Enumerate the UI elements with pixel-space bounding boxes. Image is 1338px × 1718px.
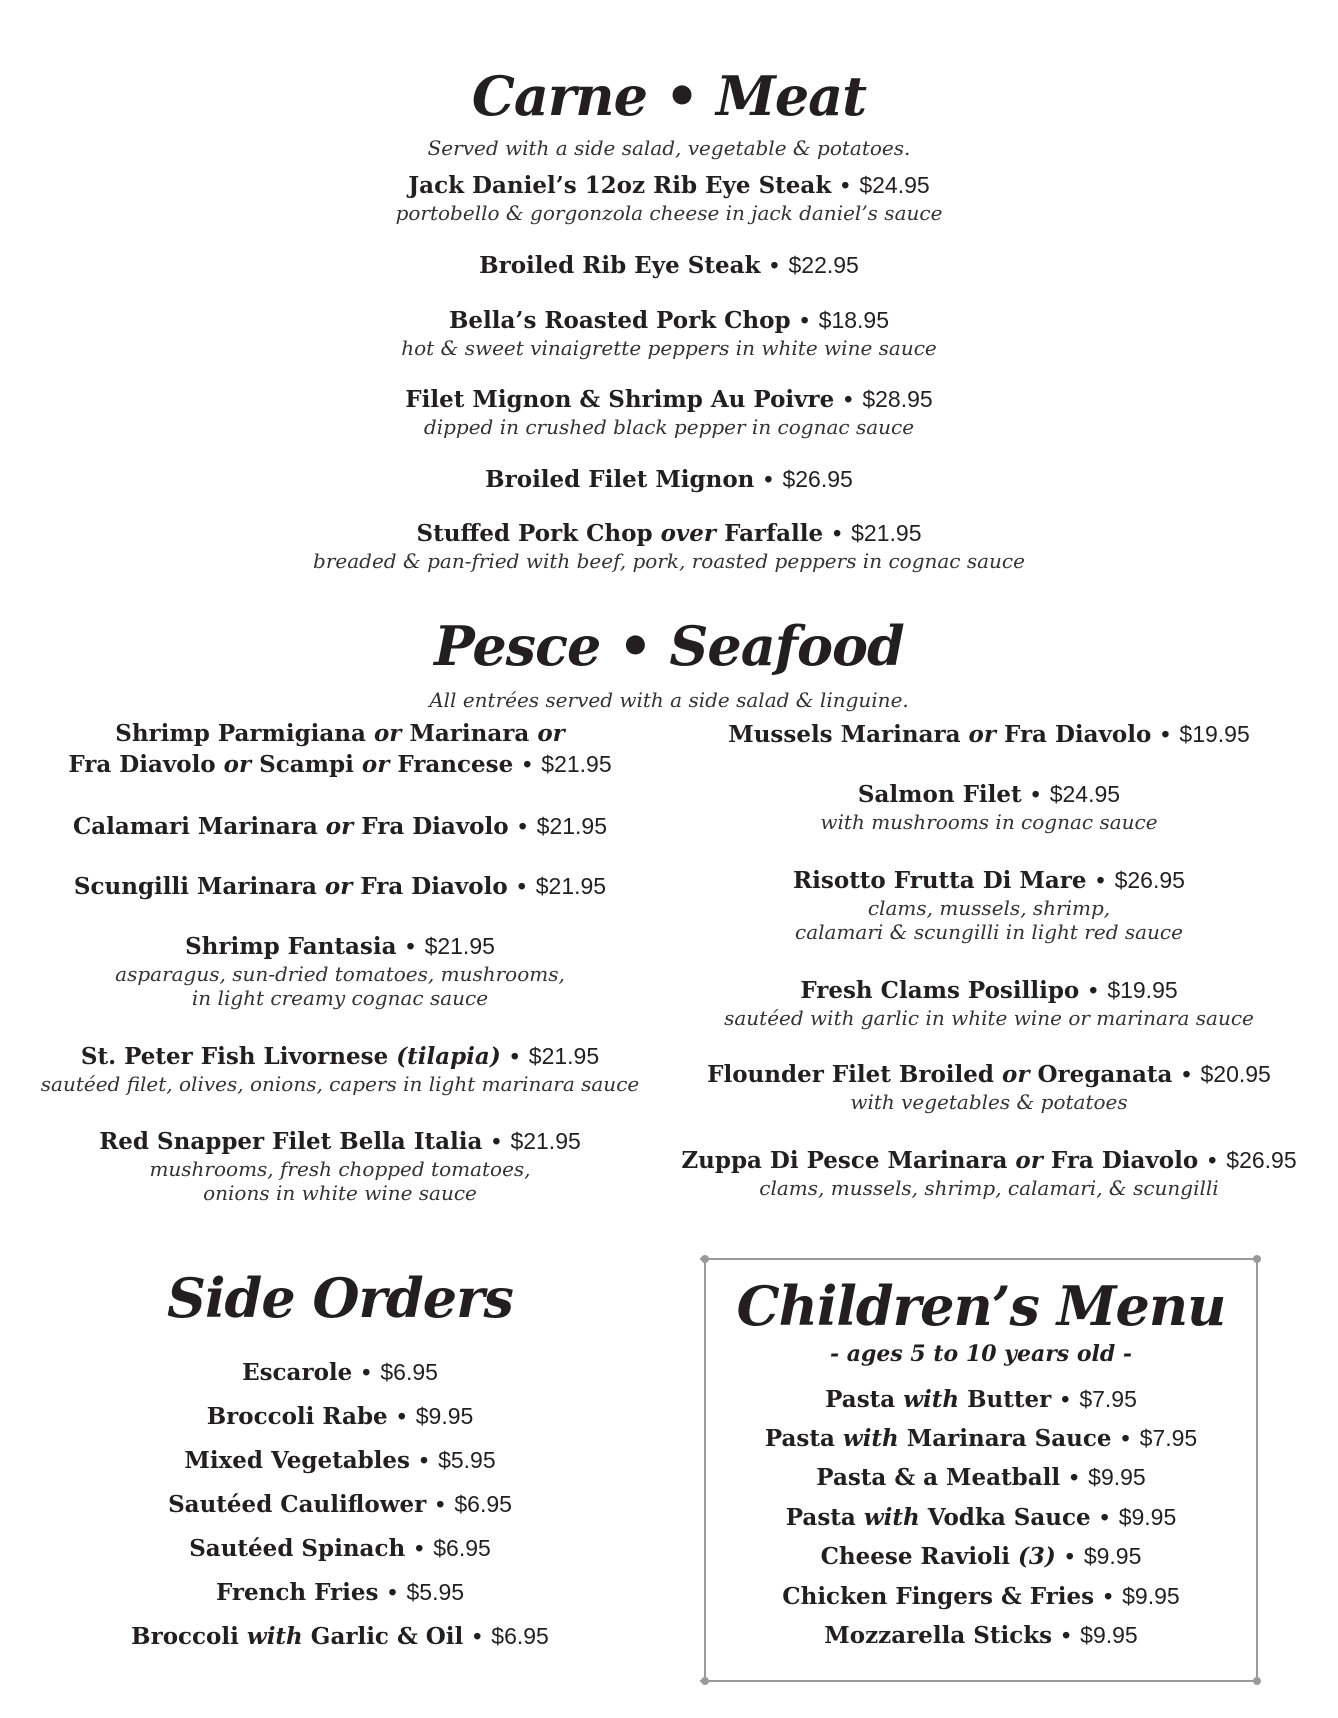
- menu-item: Zuppa Di Pesce Marinara or Fra Diavolo • $26.95 clams, mussels, shrimp, calamari, & scungilli: [681, 1147, 1297, 1200]
- item-name-part: Fra Diavolo: [1004, 721, 1152, 748]
- list-item: Sautéed Spinach • $6.95: [189, 1535, 491, 1562]
- menu-item: Fresh Clams Posillipo • $19.95 sautéed with garlic in white wine or marinara sauce: [680, 975, 1298, 1030]
- list-item: Broccoli Rabe • $9.95: [206, 1403, 474, 1430]
- list-item: Sautéed Cauliflower • $6.95: [168, 1491, 512, 1518]
- item-name-part: Francese: [397, 751, 514, 778]
- list-item: Broccoli with Garlic & Oil • $6.95: [131, 1623, 549, 1650]
- item-description: clams, mussels, shrimp, calamari, & scungilli: [759, 1176, 1219, 1200]
- menu-item: Filet Mignon & Shrimp Au Poivre • $28.95 dipped in crushed black pepper in cognac sauce: [0, 384, 1338, 439]
- item-name-connector: or: [968, 721, 996, 748]
- meat-section-title: Carne • Meat: [471, 64, 867, 128]
- item-name-part: Fra Diavolo: [361, 813, 509, 840]
- item-description: with mushrooms in cognac sauce: [820, 810, 1158, 834]
- item-name-connector: with: [842, 1425, 899, 1452]
- item-name-connector: with: [863, 1504, 920, 1531]
- kids-section-title: Children’s Menu: [736, 1274, 1226, 1338]
- menu-item: Shrimp Fantasia • $21.95 asparagus, sun-dried tomatoes, mushrooms, in light creamy cognac sauce: [0, 931, 680, 1010]
- item-name: Red Snapper Filet Bella Italia: [99, 1128, 483, 1155]
- item-name: Mixed Vegetables: [184, 1447, 411, 1474]
- list-item: Escarole • $6.95: [242, 1359, 438, 1386]
- menu-item: Stuffed Pork Chop over Farfalle • $21.95 breaded & pan-fried with beef, pork, roasted peppers in cognac sauce: [0, 518, 1338, 573]
- item-price: $18.95: [818, 307, 890, 333]
- item-price: $24.95: [1049, 781, 1121, 807]
- item-price: $19.95: [1179, 721, 1250, 747]
- item-description: asparagus, sun-dried tomatoes, mushrooms,: [115, 962, 565, 986]
- item-name: French Fries: [215, 1579, 379, 1606]
- item-name-connector: or: [324, 873, 353, 900]
- item-name-connector: or: [1002, 1061, 1030, 1088]
- list-item: Mozzarella Sticks • $9.95: [824, 1622, 1138, 1649]
- seafood-subtitle: All entrées served with a side salad & linguine.: [429, 688, 909, 712]
- list-item: Pasta & a Meatball • $9.95: [816, 1464, 1146, 1491]
- item-name: Pasta & a Meatball: [816, 1464, 1061, 1491]
- menu-item: Shrimp Parmigiana or Marinara or Fra Diavolo or Scampi or Francese • $21.95: [68, 720, 612, 778]
- item-name: Broccoli: [131, 1623, 239, 1650]
- item-name-connector: or: [537, 720, 565, 747]
- item-name-connector: or: [373, 720, 402, 747]
- item-description: breaded & pan-fried with beef, pork, roasted peppers in cognac sauce: [313, 549, 1025, 573]
- item-name: Broiled Filet Mignon: [485, 466, 755, 493]
- item-description: hot & sweet vinaigrette peppers in white wine sauce: [401, 336, 937, 360]
- item-price: $9.95: [1083, 1543, 1142, 1569]
- item-name-part: Oreganata: [1037, 1061, 1173, 1088]
- item-description: in light creamy cognac sauce: [191, 986, 489, 1010]
- list-item: Chicken Fingers & Fries • $9.95: [782, 1583, 1180, 1610]
- item-name: St. Peter Fish Livornese: [80, 1043, 389, 1070]
- item-price: $26.95: [782, 466, 853, 492]
- item-name: Flounder Filet Broiled: [707, 1061, 994, 1088]
- item-description: clams, mussels, shrimp,: [867, 896, 1111, 920]
- item-name-connector: or: [361, 751, 390, 778]
- item-price: $7.95: [1079, 1386, 1137, 1412]
- item-name-part: Garlic & Oil: [310, 1623, 464, 1650]
- item-price: $6.95: [433, 1535, 491, 1561]
- item-name: Broccoli Rabe: [206, 1403, 388, 1430]
- item-name: Sautéed Spinach: [189, 1535, 406, 1562]
- item-name: Pasta: [764, 1425, 835, 1452]
- item-price: $28.95: [862, 386, 933, 412]
- item-price: $24.95: [859, 172, 930, 198]
- item-description: dipped in crushed black pepper in cognac sauce: [423, 415, 915, 439]
- meat-subtitle: Served with a side salad, vegetable & potatoes.: [427, 136, 911, 160]
- item-price: $5.95: [438, 1447, 496, 1473]
- seafood-section-title: Pesce • Seafood: [434, 614, 904, 678]
- item-price: $6.95: [380, 1359, 438, 1385]
- item-name: Bella’s Roasted Pork Chop: [448, 307, 791, 334]
- item-description: onions in white wine sauce: [203, 1181, 477, 1205]
- item-description: portobello & gorgonzola cheese in jack daniel’s sauce: [395, 201, 943, 225]
- menu-item: Red Snapper Filet Bella Italia • $21.95 mushrooms, fresh chopped tomatoes, onions in white wine sauce: [0, 1126, 680, 1205]
- menu-item: Bella’s Roasted Pork Chop • $18.95 hot & sweet vinaigrette peppers in white wine sauce: [0, 305, 1338, 360]
- item-name: Mussels Marinara: [728, 721, 961, 748]
- item-price: $26.95: [1114, 867, 1185, 893]
- sides-section-title: Side Orders: [167, 1266, 513, 1330]
- item-name-connector: with: [903, 1386, 960, 1413]
- frame-corner: [1253, 1677, 1261, 1685]
- menu-item: Mussels Marinara or Fra Diavolo • $19.95: [728, 721, 1250, 748]
- frame-corner: [1253, 1255, 1261, 1263]
- item-price: $21.95: [851, 520, 922, 546]
- menu-item: Scungilli Marinara or Fra Diavolo • $21.95: [73, 873, 607, 900]
- item-name-part: Marinara Sauce: [906, 1425, 1112, 1452]
- list-item: Cheese Ravioli (3) • $9.95: [820, 1543, 1142, 1570]
- list-item: French Fries • $5.95: [215, 1579, 465, 1606]
- item-name-connector: or: [1015, 1147, 1043, 1174]
- item-name: Stuffed Pork Chop: [416, 520, 653, 547]
- item-price: $19.95: [1107, 977, 1178, 1003]
- item-price: $21.95: [541, 751, 612, 777]
- item-name-part: Scampi: [259, 751, 354, 778]
- menu-item: St. Peter Fish Livornese (tilapia) • $21.95 sautéed filet, olives, onions, capers in light marinara sauce: [0, 1041, 680, 1096]
- item-name: Shrimp Fantasia: [185, 933, 397, 960]
- menu-item: Salmon Filet • $24.95 with mushrooms in cognac sauce: [680, 779, 1298, 834]
- item-price: $5.95: [406, 1579, 465, 1605]
- item-description: mushrooms, fresh chopped tomatoes,: [149, 1157, 531, 1181]
- item-name: Jack Daniel’s 12oz Rib Eye Steak: [408, 172, 832, 199]
- item-price: $6.95: [491, 1623, 549, 1649]
- kids-ages-note: - ages 5 to 10 years old -: [829, 1341, 1133, 1367]
- item-price: $21.95: [510, 1128, 581, 1154]
- menu-item: Broiled Rib Eye Steak • $22.95: [479, 252, 859, 279]
- list-item: Pasta with Vodka Sauce • $9.95: [785, 1504, 1177, 1531]
- item-price: $21.95: [528, 1043, 600, 1069]
- item-name-part: Farfalle: [724, 520, 824, 547]
- item-price: $9.95: [415, 1403, 474, 1429]
- item-price: $20.95: [1200, 1061, 1271, 1087]
- item-name-part: Marinara: [409, 720, 530, 747]
- item-name-part: Butter: [967, 1386, 1052, 1413]
- item-price: $21.95: [535, 873, 607, 899]
- list-item: Pasta with Butter • $7.95: [825, 1386, 1137, 1413]
- item-price: $21.95: [424, 933, 495, 959]
- frame-corner: [701, 1255, 709, 1263]
- item-name: Scungilli Marinara: [73, 873, 317, 900]
- menu-item: Jack Daniel’s 12oz Rib Eye Steak • $24.95 portobello & gorgonzola cheese in jack daniel’s sauce: [0, 170, 1338, 225]
- item-name: Pasta: [785, 1504, 856, 1531]
- item-name-part: (tilapia): [396, 1043, 501, 1070]
- item-name: Zuppa Di Pesce Marinara: [681, 1147, 1008, 1174]
- item-name-connector: or: [223, 751, 252, 778]
- item-name: Salmon Filet: [857, 781, 1022, 808]
- item-price: $7.95: [1139, 1425, 1198, 1451]
- item-name: Sautéed Cauliflower: [168, 1491, 427, 1518]
- item-name-connector: over: [660, 520, 717, 547]
- item-price: $21.95: [536, 813, 608, 839]
- item-name-part: Vodka Sauce: [927, 1504, 1091, 1531]
- item-description: with vegetables & potatoes: [850, 1090, 1128, 1114]
- item-price: $22.95: [788, 252, 859, 278]
- menu-item: Flounder Filet Broiled or Oreganata • $20.95 with vegetables & potatoes: [680, 1059, 1298, 1114]
- item-name: Shrimp Parmigiana: [115, 720, 366, 747]
- frame-corner: [701, 1677, 709, 1685]
- item-price: $9.95: [1088, 1464, 1146, 1490]
- item-description: sautéed with garlic in white wine or marinara sauce: [724, 1006, 1254, 1030]
- item-price: $9.95: [1122, 1583, 1180, 1609]
- item-name: Fresh Clams Posillipo: [800, 977, 1080, 1004]
- item-price: $26.95: [1226, 1147, 1297, 1173]
- item-price: $9.95: [1080, 1622, 1138, 1648]
- item-name-part: Fra Diavolo: [360, 873, 508, 900]
- item-name: Broiled Rib Eye Steak: [479, 252, 761, 279]
- item-name-connector: or: [325, 813, 354, 840]
- item-name: Filet Mignon & Shrimp Au Poivre: [405, 386, 835, 413]
- item-description: calamari & scungilli in light red sauce: [795, 920, 1183, 944]
- list-item: Pasta with Marinara Sauce • $7.95: [764, 1425, 1198, 1452]
- item-name: Pasta: [825, 1386, 896, 1413]
- item-price: $6.95: [454, 1491, 512, 1517]
- list-item: Mixed Vegetables • $5.95: [184, 1447, 496, 1474]
- item-name: Calamari Marinara: [72, 813, 318, 840]
- item-name-connector: with: [246, 1623, 303, 1650]
- item-name: Chicken Fingers & Fries: [782, 1583, 1095, 1610]
- item-name: Mozzarella Sticks: [824, 1622, 1053, 1649]
- item-name: Cheese Ravioli: [820, 1543, 1010, 1570]
- menu-item: Broiled Filet Mignon • $26.95: [485, 466, 853, 493]
- menu-item: Risotto Frutta Di Mare • $26.95 clams, mussels, shrimp, calamari & scungilli in light red sauce: [680, 865, 1298, 944]
- item-description: sautéed filet, olives, onions, capers in light marinara sauce: [40, 1072, 640, 1096]
- item-name-part: (3): [1017, 1543, 1056, 1570]
- item-name: Escarole: [242, 1359, 353, 1386]
- item-name: Risotto Frutta Di Mare: [793, 867, 1087, 894]
- item-name-part: Fra Diavolo: [1050, 1147, 1199, 1174]
- item-name-part: Fra Diavolo: [68, 751, 216, 778]
- menu-item: Calamari Marinara or Fra Diavolo • $21.95: [72, 813, 608, 840]
- item-price: $9.95: [1118, 1504, 1177, 1530]
